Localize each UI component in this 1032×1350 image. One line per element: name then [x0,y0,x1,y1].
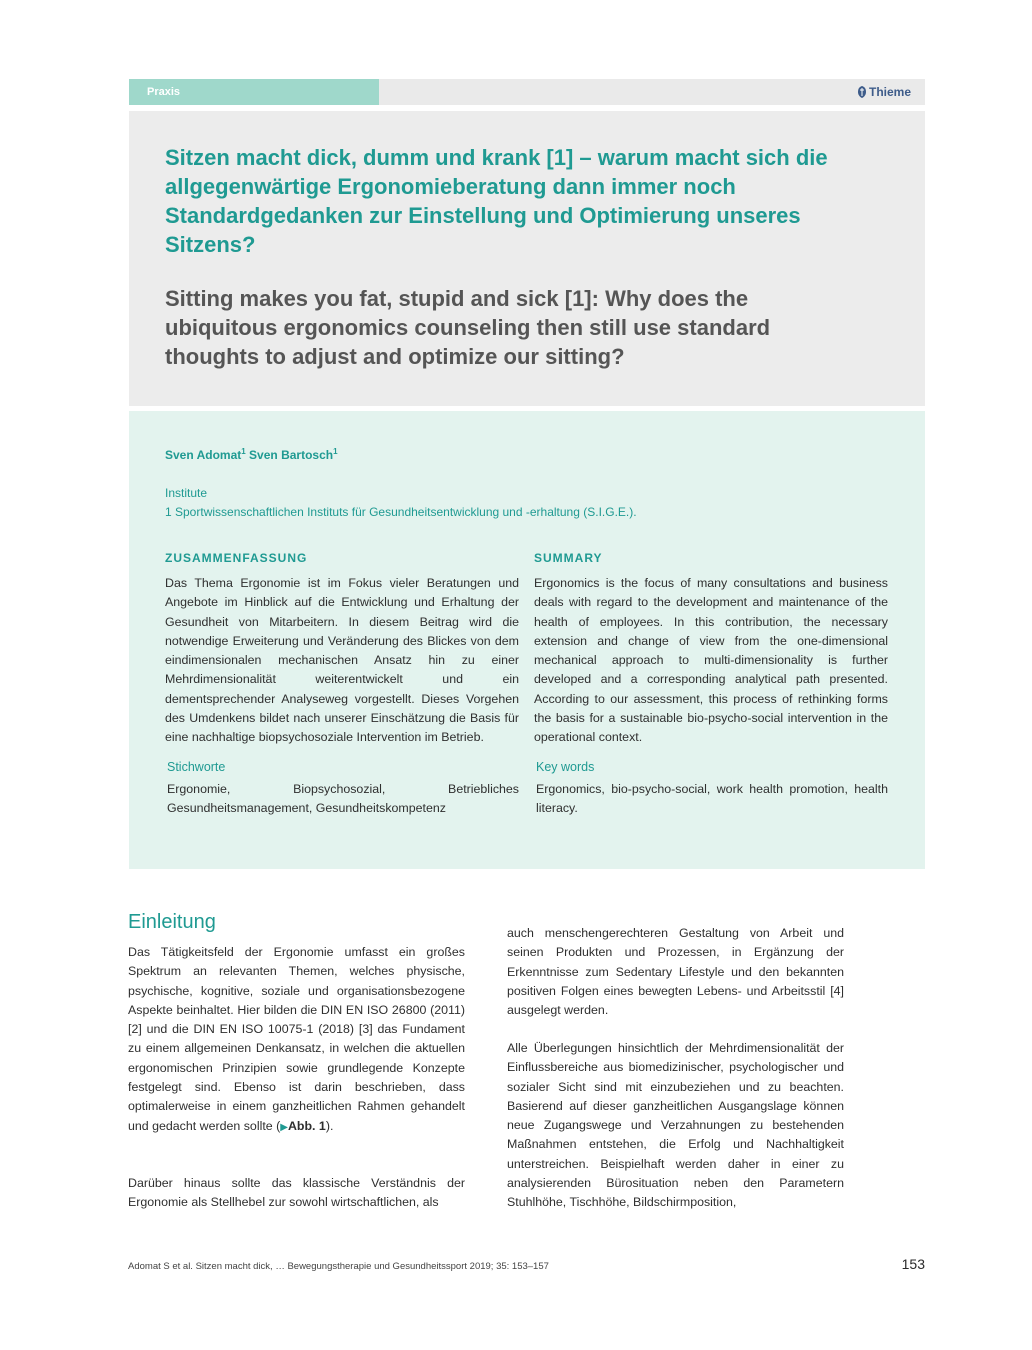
institute-heading: Institute [165,486,208,500]
page-number: 153 [901,1256,925,1272]
publisher-logo [857,79,911,105]
abstract-english [534,551,888,819]
title-english: Sitting makes you fat, stupid and sick [1]: Why does the ubiquitous ergonomics counseling then still use standard thoughts to adjust and optimize our sitting? [165,286,771,369]
author-name: Sven Adomat [165,448,242,462]
keywords-german: Ergonomie, Biopsychosozial, Betriebliches Gesundheitsmanagement, Gesundheitskompetenz [167,782,519,816]
figure-reference-link[interactable]: Abb. 1 [287,1118,326,1133]
author-affiliation: 1 [333,447,338,456]
title-german: Sitzen macht dick, dumm und krank [1] – warum macht sich die allgegenwärtige Ergonomieberatung dann immer noch Standardgedanken zur Einstellung und Optimierung unseres Sitzens? [165,145,828,257]
keywords-english: Ergonomics, bio-psycho-social, work health promotion, health literacy. [536,782,888,816]
body-paragraph: auch menschengerechteren Gestaltung von Arbeit und seinen Produkten und Prozessen, in Ergänzung der Erkenntnisse zum Sedentary Lifestyle und den bekannten positiven Folgen eines bewegten Lebens- und Arbeitsstil [4] ausgelegt werden. [507,926,844,1018]
body-paragraph [128,943,465,1137]
body-paragraph: Alle Überlegungen hinsichtlich der Mehrdimensionalität der Einflussbereiche aus biomedizinischer, psychologischer und sozialer Sicht sind mit einzubeziehen und zu beachten. Basierend auf dieser ganzheitlichen Ausgangslage können neue Zugangswege und Verzahnungen zu bestehenden Maßnahmen entstehen, die Erfolg und Nachhaltigkeit unterstreichen. Beispielhaft werden daher in einer zu analysierenden Bürosituation neben den Parametern Stuhlhöhe, Tischhöhe, Bildschirmposition, [507,1041,844,1210]
paragraph-text: Das Tätigkeitsfeld der Ergonomie umfasst ein großes Spektrum an relevanten Themen, welches physische, psychische, kognitive, soziale und organisationsbezogene Aspekte beinhaltet. Hier bilden die DIN EN ISO 26800 (2011) [2] und die DIN EN ISO 10075-1 (2018) [3] das Fundament zu einem allgemeinen Denkansatz, in welchen die aktuellen ergonomischen Prinzipien sowie grundlegende Konzepte festgelegt sind. Ebenso ist darin beschrieben, dass optimalerweise in einem ganzheitlichen Rahmen gehandelt und gedacht werden sollte ( [128,945,465,1133]
publisher-name: Thieme [868,85,911,99]
footer-citation: Adomat S et al. Sitzen macht dick, … Bewegungstherapie und Gesundheitssport 2019; 35: 153–157 [128,1261,549,1272]
section-heading: Einleitung [128,911,216,933]
author-affiliation: 1 [241,447,246,456]
keywords-german-heading: Stichworte [167,760,226,774]
paragraph-text-end: ). [325,1118,334,1133]
figure-ref-arrow-icon: ▶ [280,1121,288,1133]
abstract-box [129,411,925,869]
keywords-english-heading: Key words [536,760,595,774]
header-bar [129,79,925,105]
abstract-english-text: Ergonomics is the focus of many consultations and business deals with regard to the development and maintenance of the health of employees. In this contribution, the necessary extension and change of view from the one-dimensional mechanical approach to multi-dimensionality is further developed and a corresponding analytical path presented. According to our assessment, this process of rethinking forms the basis for a sustainable bio-psycho-social intervention in the operational context. [534,576,888,745]
thieme-logo-icon [857,86,867,98]
title-box [129,111,925,406]
abstract-german-text: Das Thema Ergonomie ist im Fokus vieler Beratungen und Angebote im Hinblick auf die Entwicklung und Erhaltung der Gesundheit von Mitarbeitern. In diesem Beitrag wird die notwendige Erweiterung und Veränderung des Blickes von dem eindimensionalen mechanischen Ansatz hin zu einer Mehrdimensionalität weiterentwickelt und ein dementsprechender Analyseweg vorgestellt. Dieses Vorgehen des Umdenkens bildet nach unserer Einschätzung die Basis für eine nachhaltige biopsychosoziale Intervention im Betrieb. [165,576,519,745]
body-paragraph: Darüber hinaus sollte das klassische Verständnis der Ergonomie als Stellhebel zur sowohl wirtschaftlichen, als [128,1176,465,1210]
author-name: Sven Bartosch [249,448,334,462]
abstract-english-heading: SUMMARY [534,551,603,565]
abstract-german-heading: ZUSAMMENFASSUNG [165,551,308,565]
authors [165,447,338,462]
institute-text: 1 Sportwissenschaftlichen Instituts für Gesundheitsentwicklung und -erhaltung (S.I.G.E.). [165,505,637,519]
section-tag: Praxis [129,79,379,105]
abstract-german [165,551,519,819]
